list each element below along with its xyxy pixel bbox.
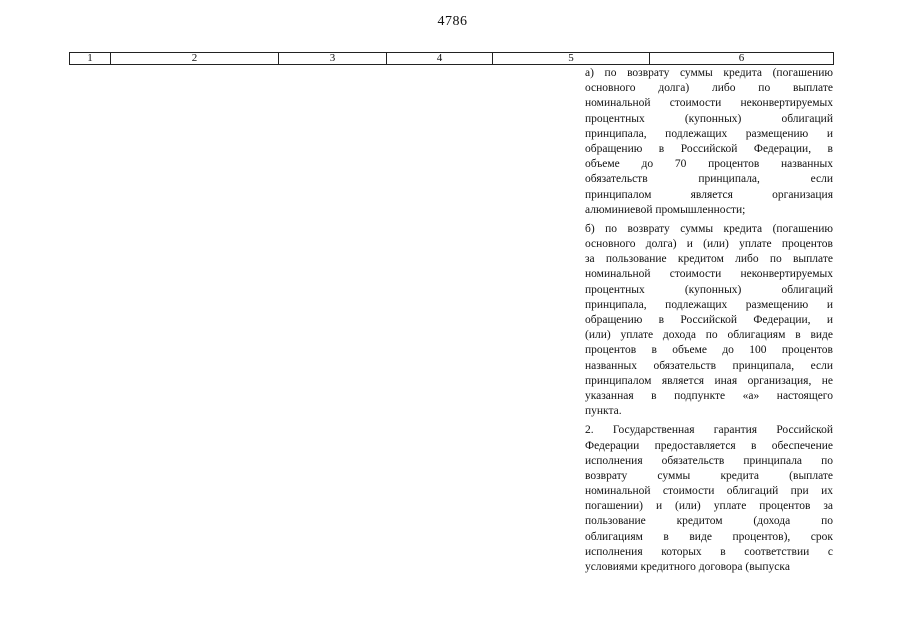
text-line: объеме до 70 процентов названных: [585, 158, 833, 171]
text-line: названных обязательств принципала, если: [585, 359, 833, 372]
text-line: возврату суммы кредита (выплате: [585, 469, 833, 482]
text-line: алюминиевой промышленности;: [585, 203, 746, 216]
text-line: номинальной стоимости неконвертируемых: [585, 268, 833, 281]
column-6-text: [585, 66, 833, 579]
text-line: принципала, подлежащих размещению и: [585, 298, 833, 311]
text-line: Федерации предоставляется в обеспечение: [585, 439, 833, 452]
text-line: (или) уплате дохода по облигациям в виде: [585, 329, 833, 342]
text-line: номинальной стоимости облигаций при их: [585, 485, 833, 498]
text-line: б) по возврату суммы кредита (погашению: [585, 222, 833, 235]
text-line: пункта.: [585, 405, 622, 418]
text-line: погашении) и (или) уплате процентов за: [585, 500, 833, 513]
text-line: основного долга) либо по выплате: [585, 82, 833, 95]
text-line: указанная в подпункте «а» настоящего: [585, 389, 833, 402]
text-line: номинальной стоимости неконвертируемых: [585, 97, 833, 110]
text-line: принципала, подлежащих размещению и: [585, 127, 833, 140]
text-line: облигациям в виде процентов), срок: [585, 530, 833, 543]
paragraph: [585, 222, 833, 419]
text-line: процентов в объеме до 100 процентов: [585, 344, 833, 357]
text-line: обращению в Российской Федерации, и: [585, 314, 833, 326]
text-line: а) по возврату суммы кредита (погашению: [585, 67, 833, 79]
text-line: принципалом является организация: [585, 188, 833, 201]
text-line: принципалом является иная организация, не: [585, 374, 833, 387]
column-header-2: 2: [111, 53, 279, 64]
text-line: 2. Государственная гарантия Российской: [585, 424, 833, 437]
page-number: 4786: [437, 14, 468, 29]
text-line: исполнения которых в соответствии с: [585, 545, 833, 558]
text-line: основного долга) и (или) уплате процентов: [585, 238, 833, 251]
text-line: обращению в Российской Федерации, в: [585, 142, 833, 155]
column-header-1: 1: [70, 53, 111, 64]
text-line: за пользование кредитом либо по выплате: [585, 253, 833, 266]
column-header-3: 3: [279, 53, 387, 64]
text-line: процентных (купонных) облигаций: [585, 112, 833, 125]
table-header-row: [69, 52, 834, 65]
column-header-6: 6: [738, 52, 745, 64]
text-line: условиями кредитного договора (выпуска: [585, 561, 790, 573]
paragraph: [585, 66, 833, 218]
paragraph: [585, 423, 833, 575]
text-line: обязательств принципала, если: [585, 173, 833, 186]
text-line: пользование кредитом (дохода по: [585, 515, 833, 528]
column-header-4: 4: [387, 53, 493, 64]
column-header-5: 5: [493, 53, 650, 64]
text-line: процентных (купонных) облигаций: [585, 283, 833, 296]
text-line: исполнения обязательств принципала по: [585, 454, 833, 467]
